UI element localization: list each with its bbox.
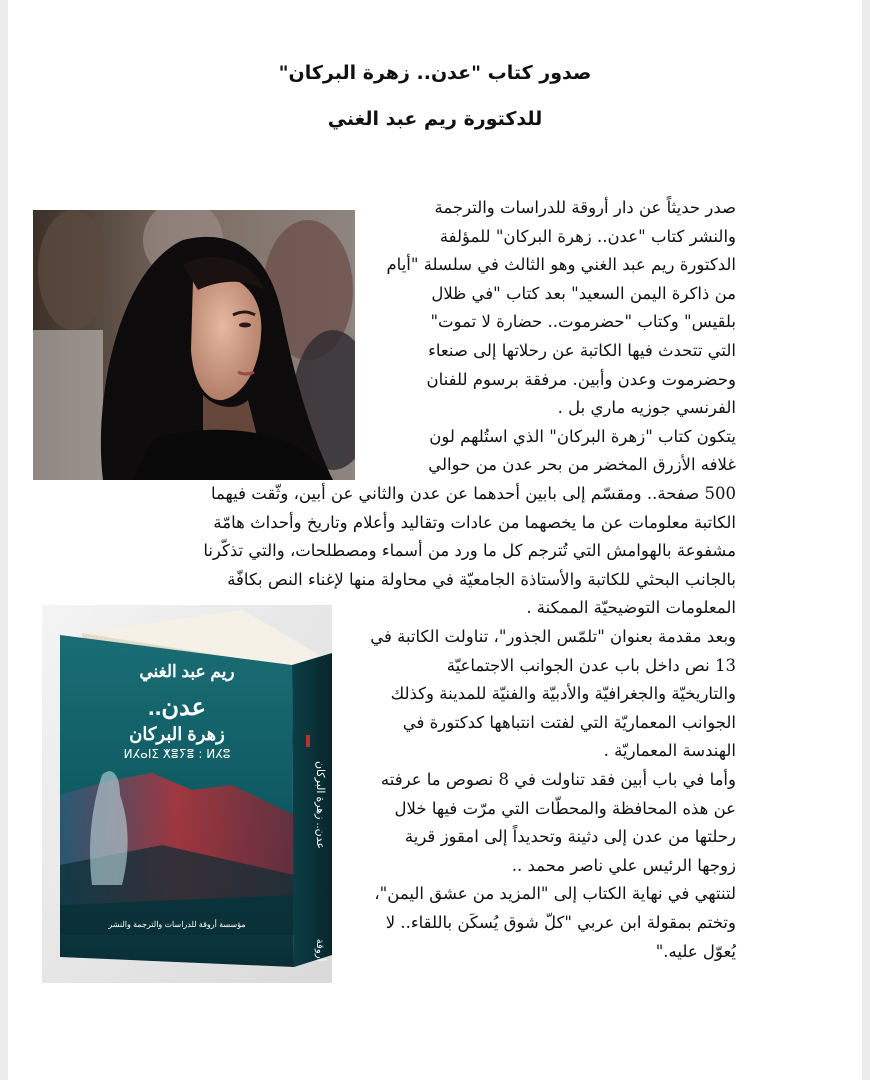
- article-line: وأما في باب أبين فقد تناولت في 8 نصوص ما عرفته: [380, 769, 736, 789]
- article-line: الكاتبة معلومات عن ما يخصهما من عادات وتقاليد وأعلام وتاريخ وأحداث هامّة: [213, 512, 736, 532]
- book-cover-image: [42, 605, 332, 983]
- article-title: صدور كتاب "عدن.. زهرة البركان": [278, 62, 592, 84]
- article-line: غلافه الأزرق المخضر من بحر عدن من حوالي: [428, 455, 736, 475]
- article-line: رحلتها من عدن إلى دثينة وتحديداً إلى امقوز قرية: [404, 827, 736, 847]
- article-line: عن هذه المحافظة والمحطّات التي مرّت فيها خلال: [394, 798, 736, 818]
- book-spine-publisher: أروقة: [314, 938, 325, 962]
- book-title-sub: زهرة البركان: [129, 724, 225, 744]
- article-line: بالجانب البحثي للكاتبة والأستاذة الجامعيّة في محاولة منها لإغناء النص بكافّة: [227, 569, 736, 589]
- article-paragraph-1: [358, 194, 736, 480]
- book-author: ريم عبد الغني: [139, 662, 235, 681]
- article-paragraph-2: [36, 480, 736, 623]
- article-line: والتاريخيّة والجغرافيّة والأدبيّة والفنيّة للمدينة وكذلك: [390, 684, 736, 704]
- article-paragraph-3: [358, 623, 736, 966]
- article-line: مشفوعة بالهوامش التي تُترجم كل ما ورد من أسماء ومصطلحات، والتي تذكّرنا: [203, 541, 736, 561]
- article-line: الهندسة المعماريّة .: [603, 741, 736, 761]
- book-title-main: عدن..: [148, 694, 206, 721]
- article-line: 500 صفحة.. ومقسّم إلى بابين أحدهما عن عدن والثاني عن أبين، وثّقت فيهما: [210, 484, 736, 503]
- article-line: وحضرموت وعدن وأبين. مرفقة برسوم للفنان: [426, 369, 736, 389]
- article-line: الجوانب المعماريّة التي لفتت انتباهها كدكتورة في: [402, 712, 736, 732]
- article-line: الدكتورة ريم عبد الغني وهو الثالث في سلسلة "أيام: [386, 255, 736, 275]
- book-publisher: مؤسسة أروقة للدراسات والترجمة والنشر: [108, 920, 246, 929]
- article-line: وبعد مقدمة بعنوان "تلمّس الجذور"، تناولت الكاتبة في: [370, 627, 736, 646]
- article-line: بلقيس" وكتاب "حضرموت.. حضارة لا تموت": [430, 312, 736, 332]
- article-line: التي تتحدث فيها الكاتبة عن رحلاتها إلى صنعاء: [428, 340, 736, 360]
- article-line: الفرنسي جوزيه ماري بل .: [557, 398, 736, 418]
- article-line: يُعوّل عليه.": [655, 941, 736, 961]
- article-line: لتنتهي في نهاية الكتاب إلى "المزيد من عشق اليمن"،: [374, 884, 736, 904]
- article-line: وتختم بمقولة ابن عربي "كلّ شوق يُسكَن باللقاء.. لا: [385, 912, 736, 932]
- article-line: والنشر كتاب "عدن.. زهرة البركان" للمؤلفة: [439, 226, 736, 246]
- article-line: 13 نص داخل باب عدن الجوانب الاجتماعيّة: [446, 655, 736, 675]
- article-line: صدر حديثاً عن دار أروقة للدراسات والترجمة: [434, 198, 736, 217]
- article-line: يتكون كتاب "زهرة البركان" الذي استُلهم لون: [429, 426, 736, 446]
- article-line: من ذاكرة اليمن السعيد" بعد كتاب "في ظلال: [431, 283, 736, 303]
- article-subtitle: للدكتورة ريم عبد الغني: [327, 108, 543, 130]
- article-line: المعلومات التوضيحيّة الممكنة .: [526, 598, 736, 618]
- book-tifinagh: ⵍⵃⴰⵏⵉ ⵅⴻⵢⴻ : ⵍⵃⵓ: [123, 747, 231, 761]
- book-spine-title: عدن.. زهرة البركان: [314, 760, 326, 850]
- author-photo: [33, 210, 355, 480]
- article-line: زوجها الرئيس علي ناصر محمد ..: [511, 855, 736, 875]
